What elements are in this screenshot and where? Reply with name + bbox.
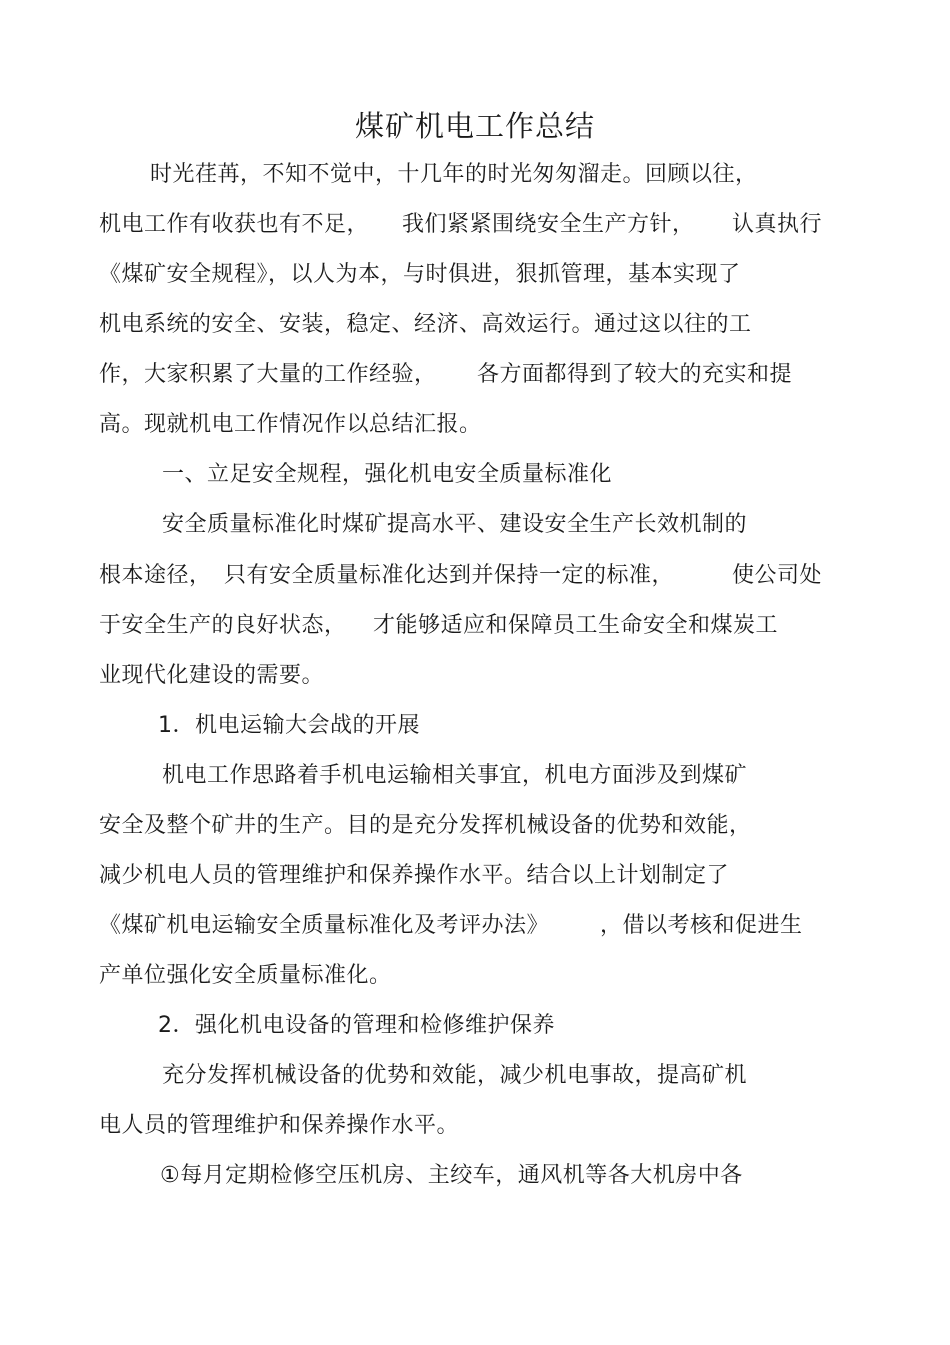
paragraph-line: 电人员的管理维护和保养操作水平。 xyxy=(99,1113,460,1138)
paragraph-line: 认真执行 xyxy=(732,212,823,237)
paragraph-line: 根本途径， xyxy=(99,563,212,588)
paragraph-line: 时光荏苒，不知不觉中，十几年的时光匆匆溜走。回顾以往， xyxy=(150,162,758,187)
paragraph-line: 于安全生产的良好状态， xyxy=(99,613,347,638)
paragraph-line: 机电工作有收获也有不足， xyxy=(99,212,370,237)
paragraph-line: 作，大家积累了大量的工作经验， xyxy=(99,362,437,387)
document-title: 煤矿机电工作总结 xyxy=(354,109,595,143)
paragraph-line: 使公司处 xyxy=(732,563,823,588)
section-subheading: 2．强化机电设备的管理和检修维护保养 xyxy=(158,1013,555,1038)
paragraph-line: 产单位强化安全质量标准化。 xyxy=(99,963,392,988)
paragraph-line: 业现代化建设的需要。 xyxy=(99,663,325,688)
paragraph-line: 才能够适应和保障员工生命安全和煤炭工 xyxy=(373,613,779,638)
paragraph-line: 机电系统的安全、安装，稳定、经济、高效运行。通过这以往的工 xyxy=(99,312,752,337)
paragraph-line: 充分发挥机械设备的优势和效能，减少机电事故，提高矿机 xyxy=(162,1063,748,1088)
section-subheading: 1．机电运输大会战的开展 xyxy=(158,713,420,738)
paragraph-line: 安全质量标准化时煤矿提高水平、建设安全生产长效机制的 xyxy=(162,512,748,537)
paragraph-line: 减少机电人员的管理维护和保养操作水平。结合以上计划制定了 xyxy=(99,863,730,888)
paragraph-line: 高。现就机电工作情况作以总结汇报。 xyxy=(99,412,482,437)
paragraph-line: ，借以考核和促进生 xyxy=(600,913,803,938)
paragraph-line: 《煤矿机电运输安全质量标准化及考评办法》 xyxy=(99,913,550,938)
paragraph-line: ①每月定期检修空压机房、主绞车，通风机等各大机房中各 xyxy=(160,1163,743,1188)
paragraph-line: 各方面都得到了较大的充实和提 xyxy=(477,362,793,387)
paragraph-line: 机电工作思路着手机电运输相关事宜，机电方面涉及到煤矿 xyxy=(162,763,748,788)
paragraph-line: 安全及整个矿井的生产。目的是充分发挥机械设备的优势和效能， xyxy=(99,813,752,838)
paragraph-line: 《煤矿安全规程》，以人为本，与时俱进，狠抓管理，基本实现了 xyxy=(99,262,741,287)
paragraph-line: 只有安全质量标准化达到并保持一定的标准， xyxy=(224,563,675,588)
section-heading: 一、立足安全规程，强化机电安全质量标准化 xyxy=(162,462,613,487)
paragraph-line: 我们紧紧围绕安全生产方针， xyxy=(402,212,695,237)
